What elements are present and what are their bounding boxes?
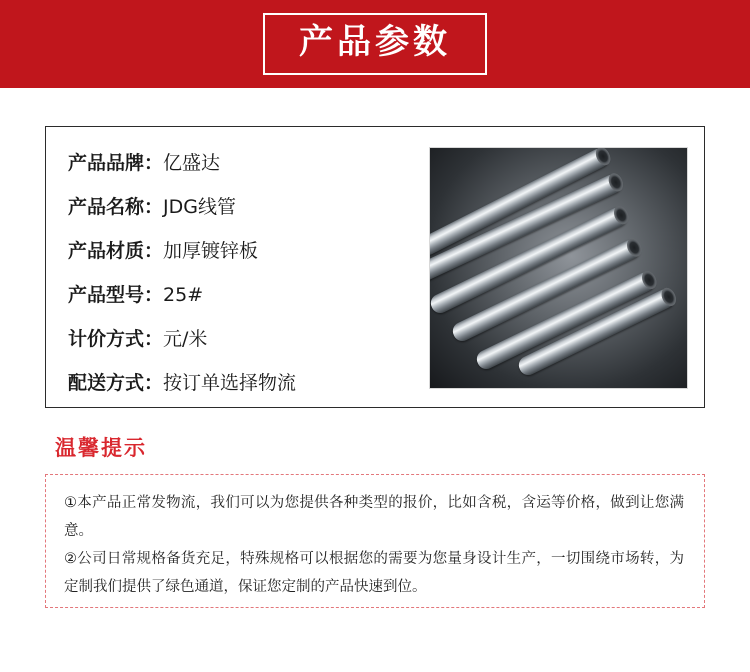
spec-key: 产品名称： xyxy=(68,196,164,218)
spec-key: 配送方式： xyxy=(68,372,164,394)
spec-key: 产品品牌： xyxy=(68,152,164,174)
banner-title-frame xyxy=(263,13,487,75)
spec-card-inner xyxy=(46,127,704,407)
tips-box xyxy=(45,474,705,608)
page-banner xyxy=(0,0,750,88)
tips-title: 温馨提示 xyxy=(55,436,147,460)
spec-value: 按订单选择物流 xyxy=(163,372,297,394)
spec-list xyxy=(68,145,423,394)
spec-value: 亿盛达 xyxy=(163,152,221,174)
spec-value: 加厚镀锌板 xyxy=(163,240,259,262)
spec-row xyxy=(68,283,423,307)
spec-key: 计价方式： xyxy=(68,328,164,350)
spec-value: 元/米 xyxy=(163,328,208,350)
tip-line: ①本产品正常发物流，我们可以为您提供各种类型的报价，比如含税，含运等价格，做到让您满意。 xyxy=(64,495,684,539)
spec-row xyxy=(68,327,423,351)
spec-row xyxy=(68,371,423,395)
page-title: 产品参数 xyxy=(299,22,451,62)
product-photo xyxy=(429,147,688,389)
spec-value: 25# xyxy=(163,284,204,306)
spec-key: 产品型号： xyxy=(68,284,164,306)
spec-row xyxy=(68,239,423,263)
spec-row xyxy=(68,151,423,175)
spec-key: 产品材质： xyxy=(68,240,164,262)
spec-value: JDG线管 xyxy=(163,196,236,218)
spec-row xyxy=(68,195,423,219)
spec-card xyxy=(45,126,705,408)
tip-line: ②公司日常规格备货充足，特殊规格可以根据您的需要为您量身设计生产，一切围绕市场转，为定制我们提供了绿色通道，保证您定制的产品快速到位。 xyxy=(64,551,684,595)
